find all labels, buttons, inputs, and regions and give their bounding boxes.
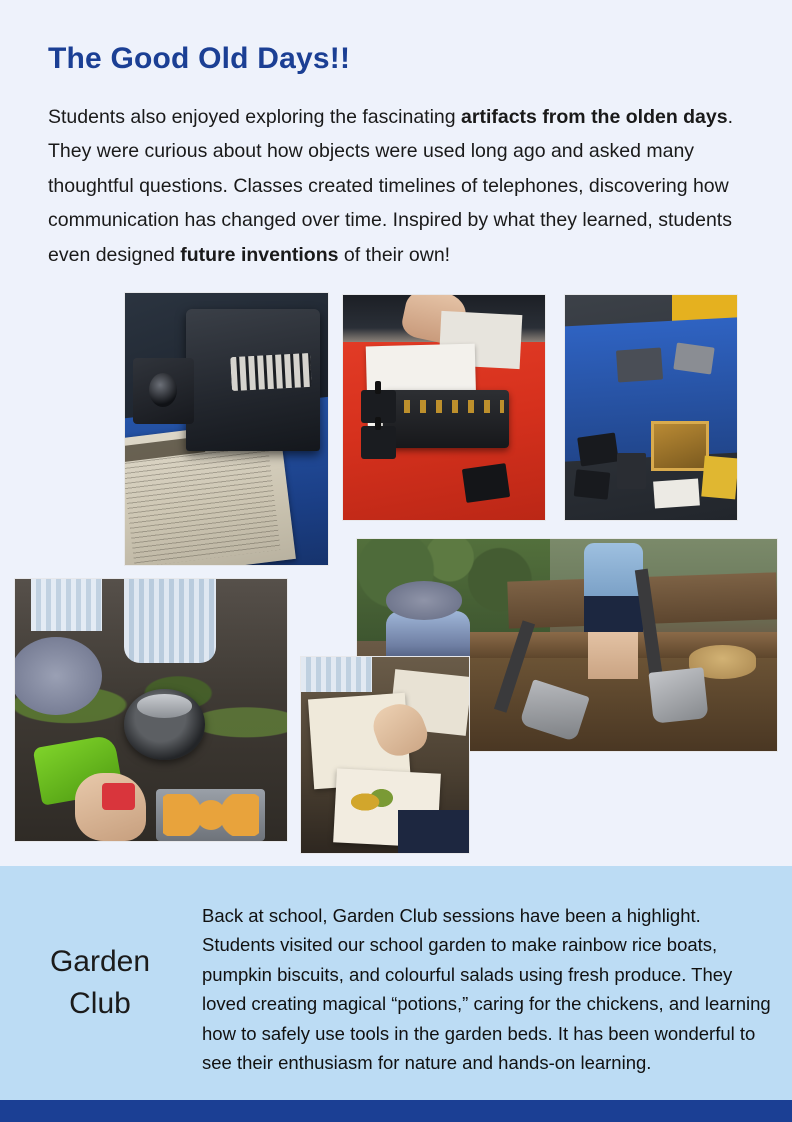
intro-text-1: Students also enjoyed exploring the fascinating (48, 105, 462, 128)
page-title: The Good Old Days!! (48, 42, 351, 76)
photo-retro-console (342, 294, 546, 521)
garden-club-title-line2: Club (69, 987, 131, 1020)
intro-text-2: . They were curious about how objects were used long ago and asked many thoughtful questions. Classes created timelines of telephones, discovering how communication has changed over time. Inspired by what they learned, students even designed (48, 105, 734, 266)
photo-nature-journals-art (301, 657, 469, 853)
garden-club-panel (0, 866, 792, 1100)
intro-bold-2: future inventions (180, 243, 339, 266)
photo-nature-journals (300, 656, 470, 854)
footer-bar (0, 1100, 792, 1122)
intro-paragraph (48, 100, 742, 273)
photo-retro-console-art (343, 295, 545, 520)
photo-typewriter-art (125, 293, 328, 565)
garden-club-body: Back at school, Garden Club sessions have been a highlight. Students visited our school garden to make rainbow rice boats, pumpkin biscuits, and colourful salads using fresh produce. They loved creating magical “potions,” caring for the chickens, and learning how to safely use tools in the garden beds. It has been wonderful to see their enthusiasm for nature and hands-on learning. (202, 904, 771, 1073)
photo-artefact-table (564, 294, 738, 521)
intro-bold-1: artifacts from the olden days (461, 105, 728, 128)
intro-text-3: of their own! (338, 243, 451, 266)
garden-club-title (0, 866, 200, 1100)
garden-club-title-line1: Garden (49, 945, 151, 978)
photo-artefact-table-art (565, 295, 737, 520)
photo-potion-making (14, 578, 288, 842)
photo-potion-making-art (15, 579, 287, 841)
photo-typewriter (124, 292, 329, 566)
